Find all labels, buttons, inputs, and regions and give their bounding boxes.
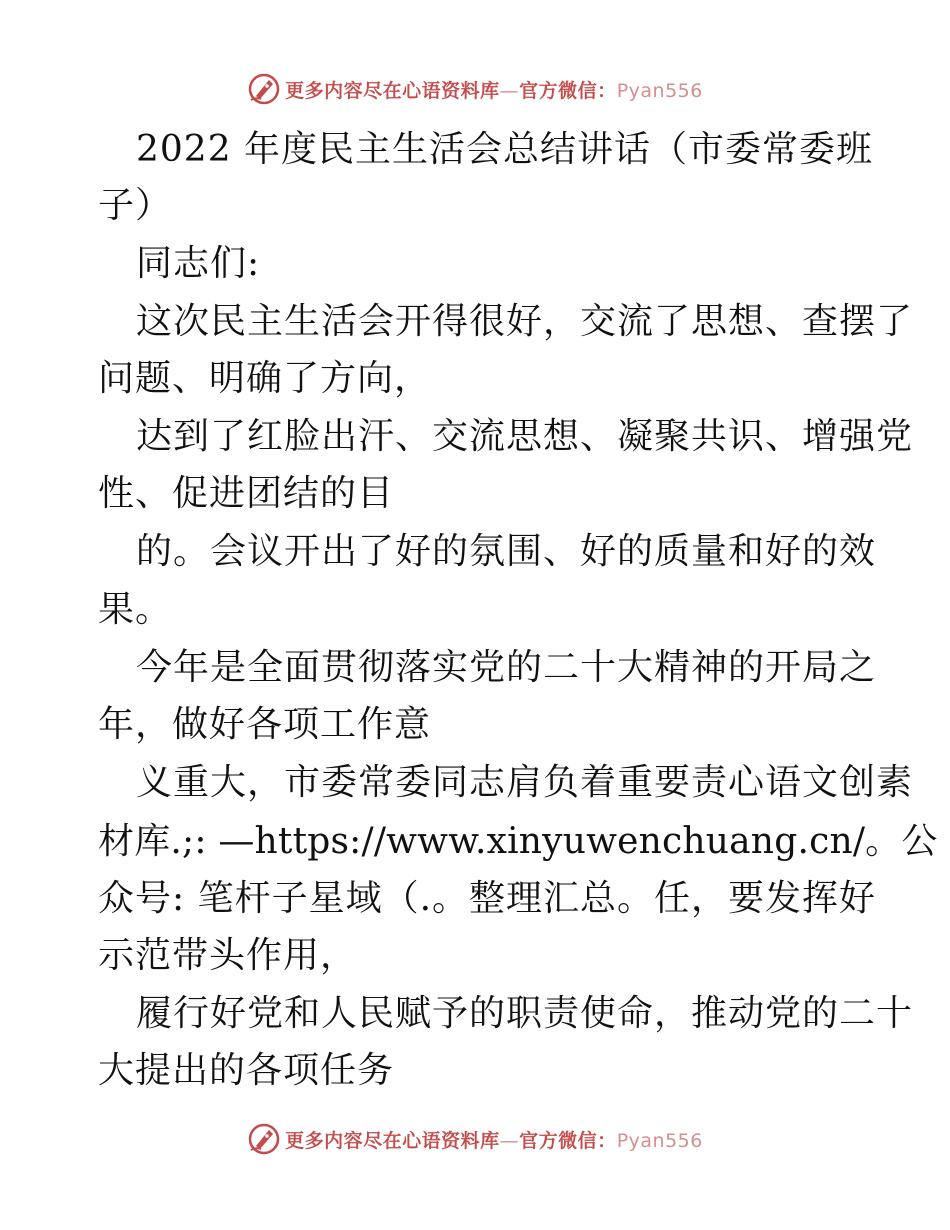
paragraph-line: 履行好党和人民赋予的职责使命，推动党的二十 (136, 993, 914, 1034)
document-title-line-1: 2022 年度民主生活会总结讲话（市委常委班 (136, 129, 874, 170)
paragraph-line: 果。 (98, 589, 173, 630)
banner-main-text: 更多内容尽在心语资料库 (285, 79, 500, 102)
document-title-line-2: 子） (98, 185, 173, 226)
paragraph-line: 达到了红脸出汗、交流思想、凝聚共识、增强党 (136, 416, 914, 457)
footer-watermark-text (285, 1126, 703, 1153)
paragraph-line: 义重大，市委常委同志肩负着重要责心语文创素 (136, 762, 914, 803)
paragraph-line-url: 材库.;: —https://www.xinyuwenchuang.cn/。公 (98, 821, 938, 862)
paragraph-line: 众号: 笔杆子星域（.。整理汇总。任，要发挥好 (98, 878, 877, 919)
paragraph-line: 大提出的各项任务 (98, 1050, 395, 1091)
paragraph-line: 性、促进团结的目 (98, 473, 395, 514)
banner-wechat-label: 官方微信： (519, 1129, 617, 1152)
banner-wechat-id: Pyan556 (616, 1129, 703, 1152)
banner-main-text: 更多内容尽在心语资料库 (285, 1129, 500, 1152)
paragraph-line: 示范带头作用， (98, 935, 358, 976)
paragraph-line: 问题、明确了方向， (98, 358, 432, 399)
paragraph-line: 今年是全面贯彻落实党的二十大精神的开局之 (136, 647, 877, 688)
banner-wechat-label: 官方微信： (519, 79, 617, 102)
footer-watermark-banner (0, 1121, 950, 1157)
paragraph-line: 的。会议开出了好的氛围、好的质量和好的效 (136, 531, 877, 572)
pen-nib-logo-icon (247, 1122, 281, 1156)
paragraph-line: 年，做好各项工作意 (98, 704, 432, 745)
banner-dash: — (499, 79, 520, 102)
banner-dash: — (499, 1129, 520, 1152)
salutation: 同志们: (136, 243, 261, 284)
banner-wechat-id: Pyan556 (616, 79, 703, 102)
paragraph-line: 这次民主生活会开得很好，交流了思想、查摆了 (136, 301, 914, 342)
